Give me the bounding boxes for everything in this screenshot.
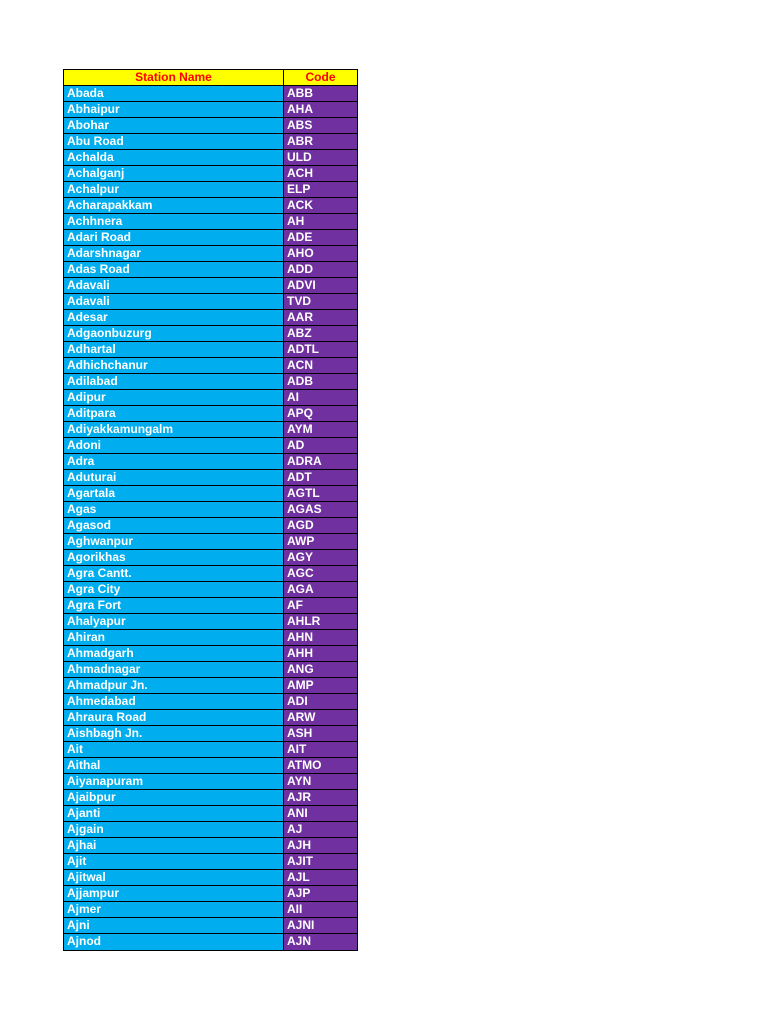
station-code-cell: ANG [284, 662, 357, 677]
table-row [64, 838, 357, 854]
station-name-cell: Agra Cantt. [64, 566, 284, 581]
station-name-cell: Agra Fort [64, 598, 284, 613]
station-name-cell: Adhartal [64, 342, 284, 357]
station-code-cell: AJP [284, 886, 357, 901]
station-code-cell: AHH [284, 646, 357, 661]
station-code-cell: AJIT [284, 854, 357, 869]
station-name-cell: Ahmadgarh [64, 646, 284, 661]
station-code-cell: AGA [284, 582, 357, 597]
table-row [64, 582, 357, 598]
station-name-cell: Abada [64, 86, 284, 101]
station-name-cell: Adhichchanur [64, 358, 284, 373]
table-row [64, 454, 357, 470]
station-code-table [63, 69, 358, 951]
station-code-cell: AF [284, 598, 357, 613]
station-name-cell: Adarshnagar [64, 246, 284, 261]
station-name-cell: Ajitwal [64, 870, 284, 885]
station-name-cell: Abhaipur [64, 102, 284, 117]
station-name-cell: Adoni [64, 438, 284, 453]
table-row [64, 902, 357, 918]
station-code-cell: AAR [284, 310, 357, 325]
station-code-cell: ACN [284, 358, 357, 373]
station-name-cell: Aduturai [64, 470, 284, 485]
station-code-cell: AJH [284, 838, 357, 853]
station-code-cell: ABZ [284, 326, 357, 341]
table-row [64, 774, 357, 790]
table-row [64, 374, 357, 390]
table-row [64, 118, 357, 134]
station-name-cell: Ajni [64, 918, 284, 933]
table-row [64, 550, 357, 566]
station-code-cell: AJ [284, 822, 357, 837]
station-name-cell: Adipur [64, 390, 284, 405]
station-code-cell: ABB [284, 86, 357, 101]
table-row [64, 710, 357, 726]
table-row [64, 534, 357, 550]
station-code-cell: AYM [284, 422, 357, 437]
table-row [64, 246, 357, 262]
station-code-cell: AII [284, 902, 357, 917]
station-code-cell: TVD [284, 294, 357, 309]
station-name-cell: Ajjampur [64, 886, 284, 901]
station-name-cell: Ajnod [64, 934, 284, 950]
station-name-cell: Aiyanapuram [64, 774, 284, 789]
table-row [64, 886, 357, 902]
station-name-cell: Aditpara [64, 406, 284, 421]
station-code-cell: AJN [284, 934, 357, 950]
station-name-cell: Abu Road [64, 134, 284, 149]
station-code-cell: AHA [284, 102, 357, 117]
table-row [64, 758, 357, 774]
station-code-cell: ADRA [284, 454, 357, 469]
station-code-cell: ELP [284, 182, 357, 197]
table-row [64, 470, 357, 486]
table-row [64, 614, 357, 630]
station-name-cell: Achhnera [64, 214, 284, 229]
station-code-cell: ABR [284, 134, 357, 149]
table-row [64, 806, 357, 822]
header-code: Code [284, 70, 357, 85]
table-row [64, 214, 357, 230]
station-name-cell: Ahmadpur Jn. [64, 678, 284, 693]
station-name-cell: Achalganj [64, 166, 284, 181]
station-name-cell: Adavali [64, 278, 284, 293]
station-name-cell: Ahraura Road [64, 710, 284, 725]
station-name-cell: Ajanti [64, 806, 284, 821]
table-row [64, 262, 357, 278]
table-row [64, 566, 357, 582]
table-row [64, 518, 357, 534]
table-row [64, 406, 357, 422]
table-row [64, 198, 357, 214]
station-name-cell: Achalda [64, 150, 284, 165]
station-name-cell: Ajit [64, 854, 284, 869]
station-code-cell: ADD [284, 262, 357, 277]
station-code-cell: AI [284, 390, 357, 405]
table-row [64, 662, 357, 678]
station-name-cell: Adesar [64, 310, 284, 325]
table-row [64, 598, 357, 614]
station-name-cell: Agorikhas [64, 550, 284, 565]
station-code-cell: ADE [284, 230, 357, 245]
station-code-cell: AHN [284, 630, 357, 645]
station-code-cell: ADI [284, 694, 357, 709]
station-name-cell: Adra [64, 454, 284, 469]
table-row [64, 790, 357, 806]
table-row [64, 182, 357, 198]
table-row [64, 310, 357, 326]
station-code-cell: AGC [284, 566, 357, 581]
station-code-cell: AMP [284, 678, 357, 693]
table-row [64, 742, 357, 758]
station-name-cell: Adari Road [64, 230, 284, 245]
station-code-cell: AJR [284, 790, 357, 805]
table-row [64, 438, 357, 454]
table-header-row [64, 70, 357, 86]
station-code-cell: ARW [284, 710, 357, 725]
station-name-cell: Agartala [64, 486, 284, 501]
table-row [64, 678, 357, 694]
station-name-cell: Ajaibpur [64, 790, 284, 805]
table-row [64, 134, 357, 150]
station-code-cell: ADT [284, 470, 357, 485]
station-name-cell: Adilabad [64, 374, 284, 389]
station-code-cell: ADB [284, 374, 357, 389]
table-row [64, 502, 357, 518]
station-name-cell: Acharapakkam [64, 198, 284, 213]
station-code-cell: AGTL [284, 486, 357, 501]
table-row [64, 630, 357, 646]
table-row [64, 390, 357, 406]
table-body [64, 86, 357, 950]
table-row [64, 726, 357, 742]
station-code-cell: AYN [284, 774, 357, 789]
station-code-cell: ANI [284, 806, 357, 821]
table-row [64, 326, 357, 342]
table-row [64, 166, 357, 182]
station-name-cell: Adas Road [64, 262, 284, 277]
station-code-cell: AGAS [284, 502, 357, 517]
table-row [64, 822, 357, 838]
station-name-cell: Adiyakkamungalm [64, 422, 284, 437]
station-name-cell: Agra City [64, 582, 284, 597]
table-row [64, 294, 357, 310]
table-row [64, 934, 357, 950]
table-row [64, 646, 357, 662]
table-row [64, 150, 357, 166]
header-station-name: Station Name [64, 70, 284, 85]
table-row [64, 278, 357, 294]
table-row [64, 870, 357, 886]
station-code-cell: ADTL [284, 342, 357, 357]
station-name-cell: Achalpur [64, 182, 284, 197]
station-name-cell: Ajgain [64, 822, 284, 837]
station-code-cell: AJNI [284, 918, 357, 933]
station-code-cell: ADVI [284, 278, 357, 293]
station-code-cell: ATMO [284, 758, 357, 773]
station-name-cell: Agasod [64, 518, 284, 533]
station-name-cell: Ahmadnagar [64, 662, 284, 677]
table-row [64, 486, 357, 502]
station-name-cell: Adavali [64, 294, 284, 309]
station-code-cell: AHLR [284, 614, 357, 629]
station-name-cell: Ait [64, 742, 284, 757]
station-code-cell: AIT [284, 742, 357, 757]
table-row [64, 358, 357, 374]
station-code-cell: APQ [284, 406, 357, 421]
table-row [64, 918, 357, 934]
station-code-cell: ACH [284, 166, 357, 181]
station-name-cell: Agas [64, 502, 284, 517]
station-code-cell: AGY [284, 550, 357, 565]
station-code-cell: AH [284, 214, 357, 229]
station-code-cell: AJL [284, 870, 357, 885]
table-row [64, 342, 357, 358]
station-name-cell: Ahmedabad [64, 694, 284, 709]
station-code-cell: ASH [284, 726, 357, 741]
table-row [64, 422, 357, 438]
station-name-cell: Abohar [64, 118, 284, 133]
station-name-cell: Ahiran [64, 630, 284, 645]
station-name-cell: Ajmer [64, 902, 284, 917]
station-name-cell: Aithal [64, 758, 284, 773]
station-code-cell: AD [284, 438, 357, 453]
table-row [64, 86, 357, 102]
station-code-cell: ULD [284, 150, 357, 165]
station-code-cell: ACK [284, 198, 357, 213]
station-code-cell: AHO [284, 246, 357, 261]
table-row [64, 102, 357, 118]
station-name-cell: Aghwanpur [64, 534, 284, 549]
station-name-cell: Ahalyapur [64, 614, 284, 629]
station-code-cell: AGD [284, 518, 357, 533]
station-code-cell: AWP [284, 534, 357, 549]
table-row [64, 230, 357, 246]
station-name-cell: Ajhai [64, 838, 284, 853]
station-name-cell: Aishbagh Jn. [64, 726, 284, 741]
table-row [64, 854, 357, 870]
table-row [64, 694, 357, 710]
station-name-cell: Adgaonbuzurg [64, 326, 284, 341]
station-code-cell: ABS [284, 118, 357, 133]
